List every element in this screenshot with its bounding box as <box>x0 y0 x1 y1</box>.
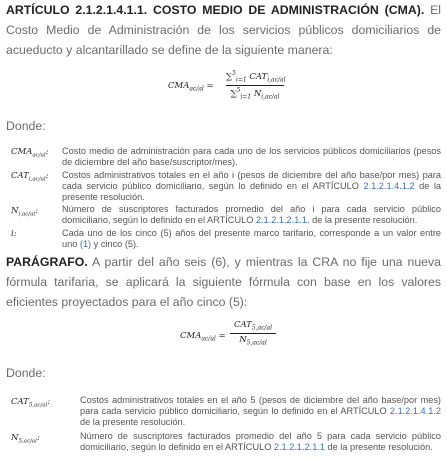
definition-symbol: i: <box>11 229 17 239</box>
article-heading: ARTÍCULO 2.1.2.1.4.1.1. COSTO MEDIO DE ADMINISTRACIÓN (CMA). <box>6 3 425 17</box>
definition-symbol: $N_{5,ac/al}$: <box>11 433 40 445</box>
definition-row <box>11 204 441 228</box>
paragrafo-paragraph <box>6 252 441 312</box>
definition-text: Costo medio de administración para cada uno de los servicios públicos domiciliarios (pesos de diciembre del año base/suscriptor/mes). <box>62 146 441 168</box>
definition-text: Número de suscriptores facturados promedio del año 5 para cada servicio público domiciliario, según lo definido en el ARTÍCULO 2.1.2.1.2.1.1 de la presente resolución. <box>80 431 441 453</box>
definition-row <box>11 395 441 429</box>
paragrafo-label: PARÁGRAFO. <box>6 255 88 269</box>
article-intro-text: El Costo Medio de Administración de los servicios públicos domiciliarios de acueducto y alcantarillado se define de la siguiente manera: <box>6 3 441 57</box>
formula-fraction <box>226 70 284 100</box>
donde-label-2: Donde: <box>6 366 46 380</box>
definition-row <box>11 146 441 170</box>
formula-numerator: ∑$^5_{i=1}$ $CAT_{i,ac/al}$ <box>226 70 286 84</box>
donde-label-1: Donde: <box>6 119 46 133</box>
formula-cma-year-six <box>180 320 280 354</box>
article-reference-link[interactable]: 2.1.2.1.4.1.2 <box>389 406 441 417</box>
definition-row <box>11 228 441 252</box>
formula-denominator: $N_{5,ac/al}$ <box>239 334 267 347</box>
definition-text: Costos administrativos totales en el año i (pesos de diciembre del año base/por mes) para cada servicio público domiciliario, según lo definido en el ARTÍCULO 2.1.2.1.4.1.2 de la presente resolución. <box>62 170 441 203</box>
article-reference-link[interactable]: 2.1.2.1.4.1.2 <box>363 181 415 192</box>
formula-denominator: ∑$^5_{i=1}$ $N_{i,ac/al}$ <box>230 86 280 101</box>
definition-row <box>11 431 441 455</box>
definition-row <box>11 170 441 204</box>
definition-symbol: $CAT_{i,ac/al}$: <box>11 171 49 183</box>
article-reference-link[interactable]: 2.1.2.1.2.1.1 <box>273 442 325 453</box>
fraction-bar <box>230 333 276 334</box>
definition-text: Número de suscriptores facturados promedio del año i para cada servicio público domiciliario, según lo definido en el ARTÍCULO 2.1.2.1.2.1.1. de la presente resolución. <box>62 204 441 226</box>
definition-symbol: $CAT_{5,ac/al}$: <box>11 397 51 409</box>
article-intro-paragraph <box>6 0 441 60</box>
paragrafo-text: A partir del año seis (6), y mientras la CRA no fije una nueva fórmula tarifaria, se aplicará la siguiente fórmula con base en los valores eficientes proyectados para el año cinco (5): <box>6 255 441 309</box>
article-reference-link[interactable]: 2.1.2.1.2.1.1 <box>255 215 307 226</box>
definition-symbol: $N_{i,ac/al}$: <box>11 206 39 218</box>
formula-numerator: $CAT_{5,ac/al}$ <box>233 320 273 332</box>
formula-fraction <box>230 320 276 346</box>
formula-lhs: $CMA_{ac/al}$ = <box>180 331 226 343</box>
definition-text: Costos administrativos totales en el año 5 (pesos de diciembre del año base/por mes) para cada servicio público domiciliario, según lo definido en el ARTÍCULO 2.1.2.1.4.1.2 de la presente resolución. <box>80 395 441 428</box>
formula-lhs: $CMA_{ac/al}$ = <box>168 81 214 93</box>
formula-cma <box>168 70 288 104</box>
definition-symbol: $CMA_{ac/al}$: <box>11 147 49 159</box>
definition-text: Cada uno de los cinco (5) años del presente marco tarifario, corresponde a un valor entre uno (1) y cinco (5). <box>62 228 441 250</box>
fraction-bar <box>226 85 284 86</box>
